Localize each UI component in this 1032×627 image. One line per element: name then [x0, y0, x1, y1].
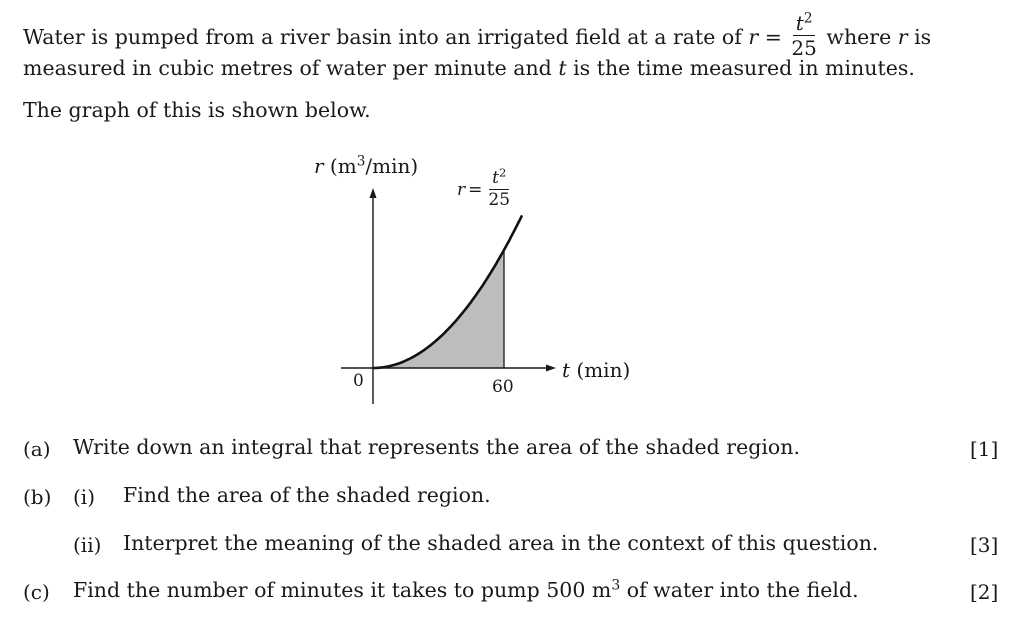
- y-axis-arrow: [370, 188, 377, 198]
- y-axis-label: r $(m^3/\min)$: [314, 153, 419, 178]
- curve-label-fraction: $\frac{t^2}{25}$: [488, 165, 511, 210]
- rate-fraction: $\frac{t^2}{25}$: [791, 10, 817, 60]
- x-tick-label-60: 60: [492, 377, 514, 397]
- question-bi-label: (i): [73, 485, 96, 509]
- origin-label: 0: [353, 371, 364, 391]
- question-a-text: Write down an integral that represents the area of the shaded region.: [73, 435, 800, 459]
- question-b-marks: [3]: [970, 533, 999, 557]
- curve-label: r = $\frac{t^2}{25}$: [457, 165, 511, 210]
- question-b-label: (b): [23, 485, 52, 509]
- intro-line-3: The graph of this is shown below.: [23, 98, 371, 122]
- x-axis-label: t (min): [562, 358, 631, 382]
- question-a-label: (a): [23, 437, 51, 461]
- question-bii-label: (ii): [73, 533, 102, 557]
- intro-line-2: measured in cubic metres of water per minute and t is the time measured in minutes.: [23, 56, 915, 80]
- question-c-label: (c): [23, 580, 50, 604]
- question-c-text: Find the number of minutes it takes to pump 500 $m^3$ of water into the field.: [73, 577, 859, 602]
- question-bi-text: Find the area of the shaded region.: [123, 483, 491, 507]
- question-bii-text: Interpret the meaning of the shaded area in the context of this question.: [123, 531, 879, 555]
- intro-line-1: Water is pumped from a river basin into an irrigated field at a rate of r = $\frac{t^2}{25}$ where r is: [23, 10, 932, 60]
- question-a-marks: [1]: [970, 437, 999, 461]
- x-axis-arrow: [546, 365, 556, 372]
- question-c-marks: [2]: [970, 580, 999, 604]
- var-r: r: [748, 25, 759, 49]
- shaded-region: [373, 250, 504, 368]
